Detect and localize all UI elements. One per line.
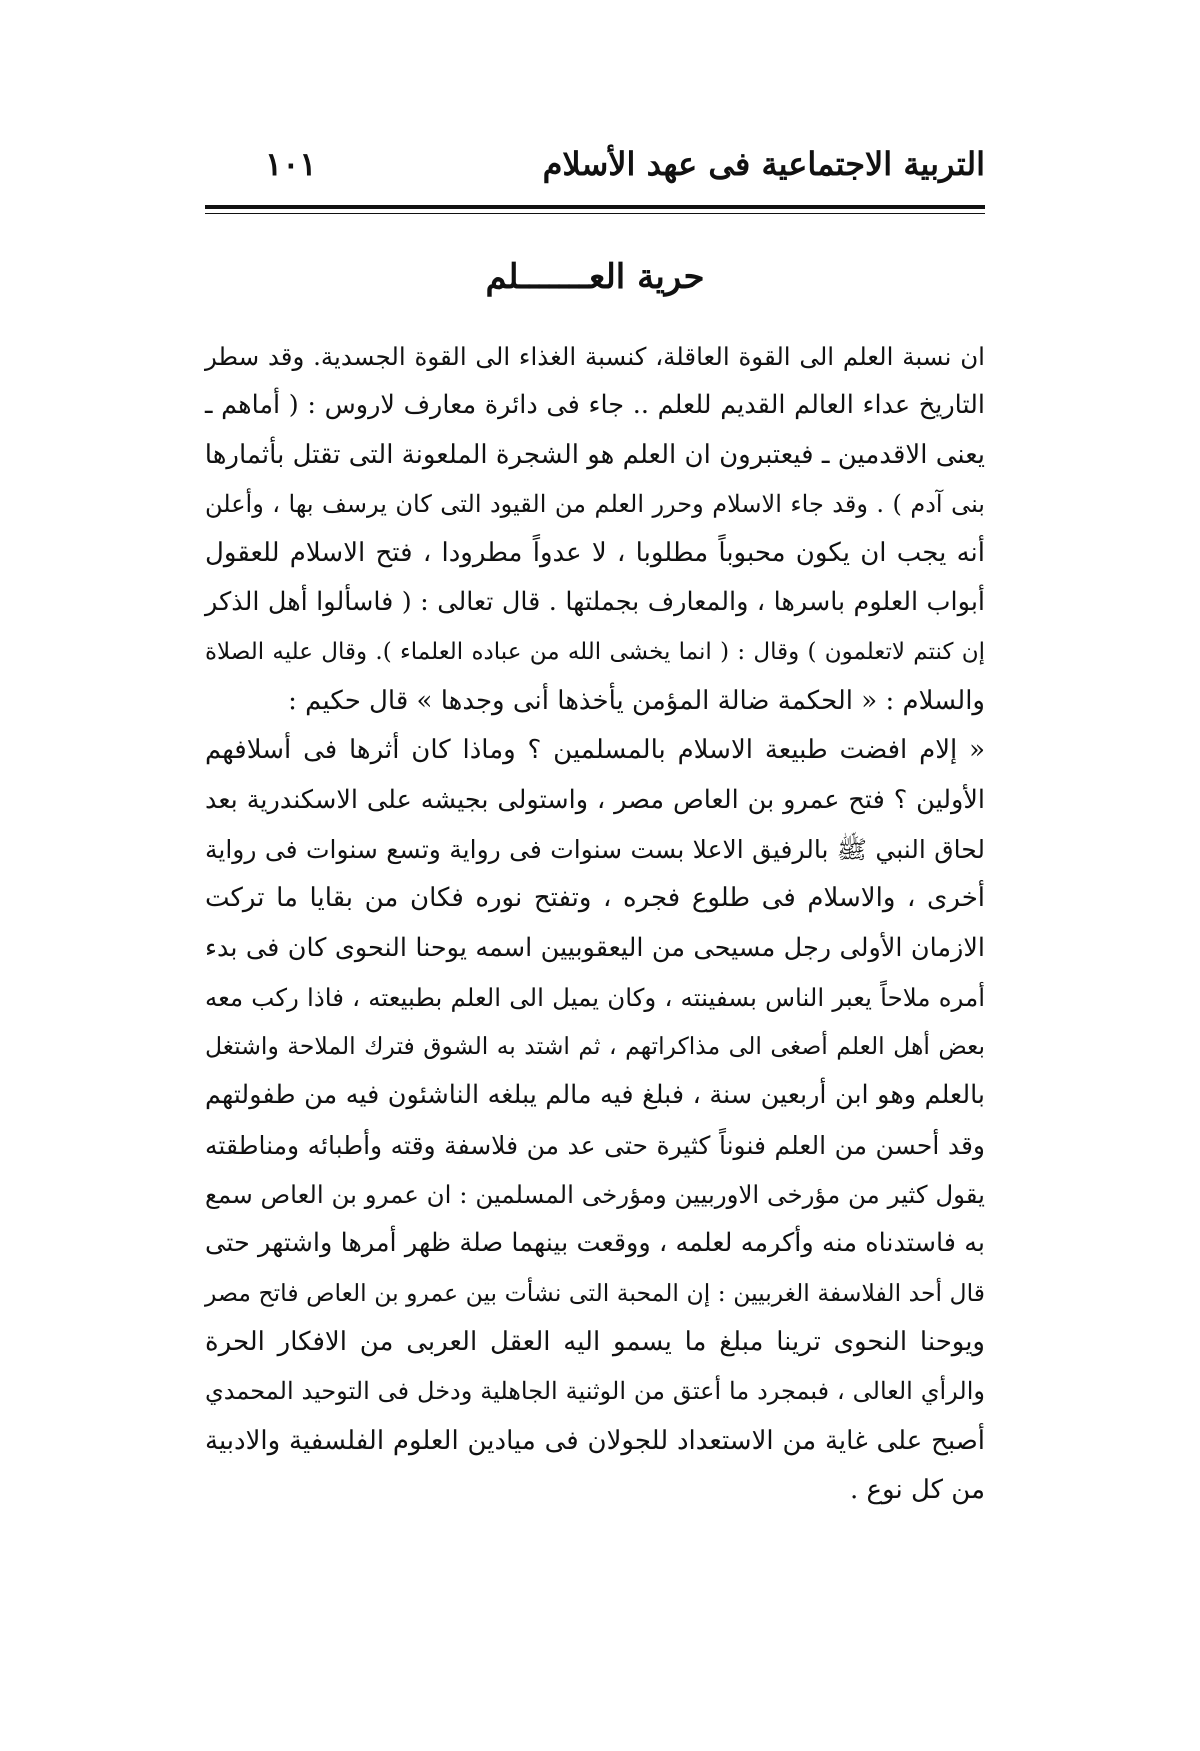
page-number: ١٠١	[265, 145, 317, 183]
text-line: والسلام : « الحكمة ضالة المؤمن يأخذها أنى وجدها » قال حكيم :	[288, 686, 985, 717]
text-line: قال أحد الفلاسفة الغربيين : إن المحبة التى نشأت بين عمرو بن العاص فاتح مصر	[205, 1278, 985, 1307]
text-line: أبواب العلوم باسرها ، والمعارف بجملتها . قال تعالى : ( فاسألوا أهل الذكر	[205, 587, 985, 618]
text-line: أخرى ، والاسلام فى طلوع فجره ، وتفتح نوره فكان من بقايا ما تركت	[205, 883, 985, 914]
text-line: بعض أهل العلم أصغى الى مذاكراتهم ، ثم اشتد به الشوق فترك الملاحة واشتغل	[205, 1032, 985, 1061]
header-rule-thin	[205, 213, 985, 214]
section-title: حرية العـــــــلم	[485, 257, 705, 297]
text-line: أصبح على غاية من الاستعداد للجولان فى ميادين العلوم الفلسفية والادبية	[205, 1425, 985, 1456]
running-title: التربية الاجتماعية فى عهد الأسلام	[542, 145, 985, 183]
text-line: أمره ملاحاً يعبر الناس بسفينته ، وكان يميل الى العلم بطبيعته ، فاذا ركب معه	[205, 982, 985, 1012]
body-text	[205, 332, 985, 1515]
text-line: ويوحنا النحوى ترينا مبلغ ما يسمو اليه العقل العربى من الافكار الحرة	[205, 1326, 985, 1357]
text-line: به فاستدناه منه وأكرمه لعلمه ، ووقعت بينهما صلة ظهر أمرها واشتهر حتى	[205, 1228, 985, 1259]
text-line: يقول كثير من مؤرخى الاوربيين ومؤرخى المسلمين : ان عمرو بن العاص سمع	[205, 1180, 985, 1210]
text-line: والرأي العالى ، فبمجرد ما أعتق من الوثنية الجاهلية ودخل فى التوحيد المحمدي	[205, 1377, 985, 1406]
text-line: أنه يجب ان يكون محبوباً مطلوبا ، لا عدواً مطرودا ، فتح الاسلام للعقول	[205, 538, 985, 569]
page-header	[205, 140, 985, 190]
text-line: ان نسبة العلم الى القوة العاقلة، كنسبة الغذاء الى القوة الجسدية. وقد سطر	[205, 342, 985, 371]
text-line: بالعلم وهو ابن أربعين سنة ، فبلغ فيه مالم يبلغه الناشئون فيه من طفولتهم	[205, 1080, 985, 1111]
text-line: يعنى الاقدمين ـ فيعتبرون ان العلم هو الشجرة الملعونة التى تقتل بأثمارها	[204, 439, 985, 470]
text-line: بنى آدم ) . وقد جاء الاسلام وحرر العلم من القيود التى كان يرسف بها ، وأعلن	[205, 489, 985, 518]
text-line: إن كنتم لاتعلمون ) وقال : ( انما يخشى الله من عباده العلماء ). وقال عليه الصلاة	[205, 638, 985, 665]
text-line: « إلام افضت طبيعة الاسلام بالمسلمين ؟ وماذا كان أثرها فى أسلافهم	[205, 735, 985, 766]
text-line: وقد أحسن من العلم فنوناً كثيرة حتى عد من فلاسفة وقته وأطبائه ومناطقته	[205, 1130, 985, 1160]
text-line: الأولين ؟ فتح عمرو بن العاص مصر ، واستولى بجيشه على الاسكندرية بعد	[205, 784, 985, 815]
text-line: من كل نوع .	[849, 1474, 985, 1505]
text-line: التاريخ عداء العالم القديم للعلم .. جاء فى دائرة معارف لاروس : ( أماهم ـ	[205, 390, 985, 421]
header-rule-thick	[205, 205, 985, 209]
text-line: الازمان الأولى رجل مسيحى من اليعقوبيين اسمه يوحنا النحوى كان فى بدء	[205, 932, 985, 963]
text-line: لحاق النبي ﷺ بالرفيق الاعلا بست سنوات فى رواية وتسع سنوات فى رواية	[205, 834, 985, 864]
